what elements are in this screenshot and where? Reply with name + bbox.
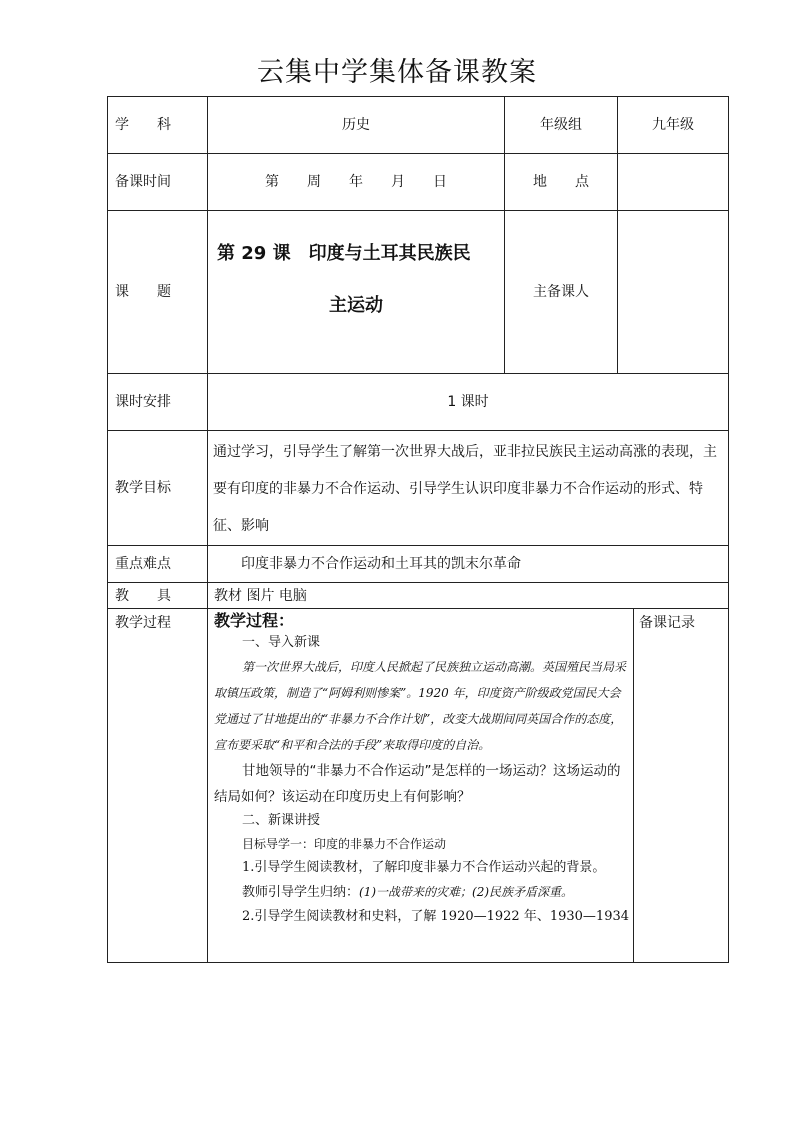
section-new-lesson-heading: 二、新课讲授 xyxy=(242,813,321,828)
step-one: 1.引导学生阅读教材，了解印度非暴力不合作运动兴起的背景。 xyxy=(242,860,606,875)
row-divider xyxy=(107,373,729,374)
prep-time-value: 第 周 年 月 日 xyxy=(265,174,447,190)
table-border-left xyxy=(107,96,108,963)
topic-label: 课 题 xyxy=(115,284,171,300)
table-border-top xyxy=(107,96,729,97)
guiding-question: 甘地领导的“非暴力不合作运动”是怎样的一场运动？这场运动的结局如何？该运动在印度历史上有何影响？ xyxy=(214,763,621,805)
row-divider xyxy=(107,608,729,609)
table-border-bottom xyxy=(107,962,729,963)
intro-paragraph: 第一次世界大战后，印度人民掀起了民族独立运动高潮。英国殖民当局采取镇压政策，制造了“阿姆利则惨案”。1920 年，印度资产阶级政党国民大会党通过了甘地提出的“非暴力不合作计划”，改变大战期间同英国合作的态度，宣布要采取“和平和合法的手段”来取得印度的自治。 xyxy=(214,660,627,752)
step-one-lead: 教师引导学生归纳： xyxy=(242,885,360,900)
section-intro-heading: 一、导入新课 xyxy=(242,635,321,650)
row-divider xyxy=(107,582,729,583)
row-divider xyxy=(107,153,729,154)
lesson-plan-table xyxy=(107,96,729,963)
row-divider xyxy=(107,545,729,546)
column-divider xyxy=(504,96,505,373)
key-points-value: 印度非暴力不合作运动和土耳其的凯末尔革命 xyxy=(241,556,521,572)
target-one: 目标导学一：印度的非暴力不合作运动 xyxy=(242,837,447,851)
lead-teacher-label: 主备课人 xyxy=(533,284,589,300)
tools-value: 教材 图片 电脑 xyxy=(214,588,307,604)
step-two: 2.引导学生阅读教材和史料，了解 1920—1922 年、1930—1934 xyxy=(242,909,630,924)
step-one-points: (1)一战带来的灾难；(2)民族矛盾深重。 xyxy=(359,885,574,899)
process-content xyxy=(214,610,628,929)
lesson-title-line1: 第 29 课 印度与土耳其民族民 xyxy=(217,243,471,264)
goals-value: 通过学习，引导学生了解第一次世界大战后，亚非拉民族民主运动高涨的表现，主要有印度的非暴力不合作运动、引导学生认识印度非暴力不合作运动的形式、特征、影响 xyxy=(213,444,717,534)
label-column-divider xyxy=(207,96,208,963)
prep-time-label: 备课时间 xyxy=(115,174,171,190)
step-one-summary xyxy=(214,880,628,905)
table-border-right xyxy=(728,96,729,963)
process-heading: 教学过程： xyxy=(214,611,295,630)
document-title: 云集中学集体备课教案 xyxy=(257,57,537,88)
subject-value: 历史 xyxy=(342,117,370,133)
grade-group-label: 年级组 xyxy=(540,117,582,133)
location-label: 地 点 xyxy=(533,174,589,190)
process-label: 教学过程 xyxy=(115,615,171,631)
goals-label: 教学目标 xyxy=(115,480,171,496)
notes-label: 备课记录 xyxy=(639,615,695,631)
row-divider xyxy=(107,430,729,431)
lesson-title-line2: 主运动 xyxy=(329,295,383,316)
schedule-value: 1 课时 xyxy=(447,394,489,410)
column-divider xyxy=(617,96,618,373)
row-divider xyxy=(107,210,729,211)
tools-label: 教 具 xyxy=(115,588,171,604)
notes-column-divider xyxy=(633,608,634,963)
subject-label: 学 科 xyxy=(115,117,171,133)
grade-group-value: 九年级 xyxy=(652,117,694,133)
key-points-label: 重点难点 xyxy=(115,556,171,572)
schedule-label: 课时安排 xyxy=(115,394,171,410)
